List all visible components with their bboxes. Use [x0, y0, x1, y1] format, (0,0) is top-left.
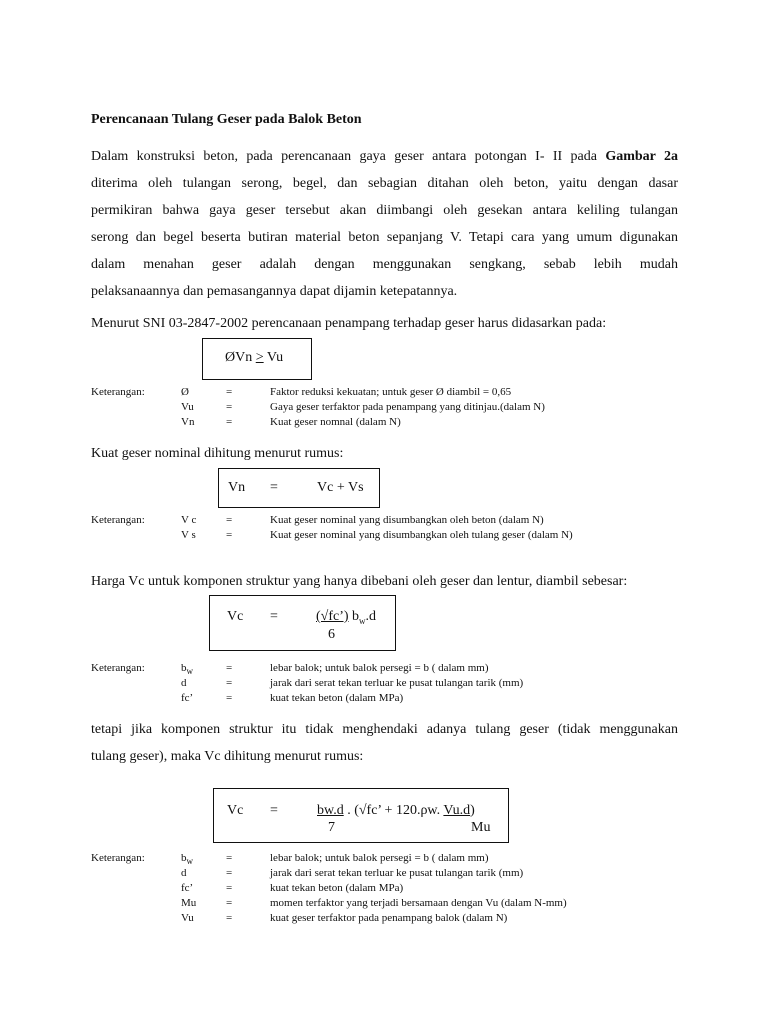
formula-box-1 — [202, 338, 312, 380]
formula-strength-condition: ØVn > Vu — [225, 350, 284, 365]
paragraph-line: serong dan begel beserta butiran material beton sepanjang V. Tetapi cara yang umum digunakan — [91, 230, 678, 245]
legend-label: Keterangan: — [91, 386, 145, 398]
formula-equals: = — [270, 480, 278, 495]
formula-box-4 — [213, 788, 509, 843]
legend-3: Keterangan: $b_w$ = lebar balok; untuk balok persegi = b ( dalam mm) d = jarak dari serat tekan terluar ke pusat tulangan tarik (mm) fc’ = kuat tekan beton (dalam MPa) — [91, 662, 524, 704]
formula-denominator: 6 — [328, 627, 335, 642]
figure-reference: Gambar 2a — [605, 149, 678, 164]
document-title: Perencanaan Tulang Geser pada Balok Beton — [91, 112, 362, 127]
formula-box-3 — [209, 595, 396, 651]
legend-4: Keterangan: $b_w$ = lebar balok; untuk balok persegi = b ( dalam mm) d = jarak dari serat tekan terluar ke pusat tulangan tarik (mm) fc’ = kuat tekan beton (dalam MPa) Mu = momen terfaktor yang terjadi bersamaan dengan Vu (dalam N-mm) Vu = kuat geser terfaktor pada penampang balok (dalam N) — [91, 852, 567, 924]
legend-label: Keterangan: — [91, 514, 145, 526]
legend-1: Keterangan: Ø = Faktor reduksi kekuatan; untuk geser Ø diambil = 0,65 Vu = Gaya geser terfaktor pada penampang yang ditinjau.(dalam N) Vn = Kuat geser nomnal (dalam N) — [91, 386, 545, 428]
paragraph-nominal: Kuat geser nominal dihitung menurut rumus: — [91, 446, 344, 461]
formula-lhs: Vc — [227, 803, 244, 818]
formula-box-2 — [218, 468, 380, 508]
formula-lhs: Vn — [228, 480, 246, 495]
legend-2: Keterangan: V c = Kuat geser nominal yang disumbangkan oleh beton (dalam N) V s = Kuat geser nominal yang disumbangkan oleh tulang geser (dalam N) — [91, 514, 573, 541]
formula-lhs: Vc — [227, 609, 244, 624]
formula-equals: = — [270, 803, 278, 818]
paragraph-line: tetapi jika komponen struktur itu tidak menghendaki adanya tulang geser (tidak menggunakan — [91, 722, 678, 737]
paragraph-line: dalam menahan geser adalah dengan menggunakan sengkang, sebab lebih mudah — [91, 257, 678, 272]
formula-numerator: bw.d . (√fc’ + 120.ρw. Vu.d) — [317, 803, 475, 818]
paragraph-vc: Harga Vc untuk komponen struktur yang hanya dibebani oleh geser dan lentur, diambil sebesar: — [91, 574, 628, 589]
paragraph-line: pelaksanaannya dan pemasangannya dapat dijamin ketepatannya. — [91, 284, 458, 299]
paragraph-line: diterima oleh tulangan serong, begel, dan sebagian ditahan oleh beton, yaitu dengan dasar — [91, 176, 678, 191]
formula-denominator-mu: Mu — [471, 820, 491, 835]
formula-denominator-7: 7 — [328, 820, 335, 835]
paragraph-intro — [91, 143, 678, 305]
formula-numerator: (√fc’) $b_w.d$ — [316, 609, 377, 626]
legend-label: Keterangan: — [91, 662, 145, 674]
paragraph-sni: Menurut SNI 03-2847-2002 perencanaan penampang terhadap geser harus didasarkan pada: — [91, 316, 607, 331]
paragraph-alternative — [91, 716, 678, 770]
formula-rhs: Vc + Vs — [317, 480, 364, 495]
legend-label: Keterangan: — [91, 852, 145, 864]
formula-equals: = — [270, 609, 278, 624]
paragraph-line: permikiran bahwa gaya geser tersebut akan diimbangi oleh gesekan antara keliling tulangan — [91, 203, 678, 218]
paragraph-line: tulang geser), maka Vc dihitung menurut rumus: — [91, 749, 364, 764]
paragraph-line: Dalam konstruksi beton, pada perencanaan gaya geser antara potongan I- II pada Gambar 2a — [91, 149, 678, 164]
